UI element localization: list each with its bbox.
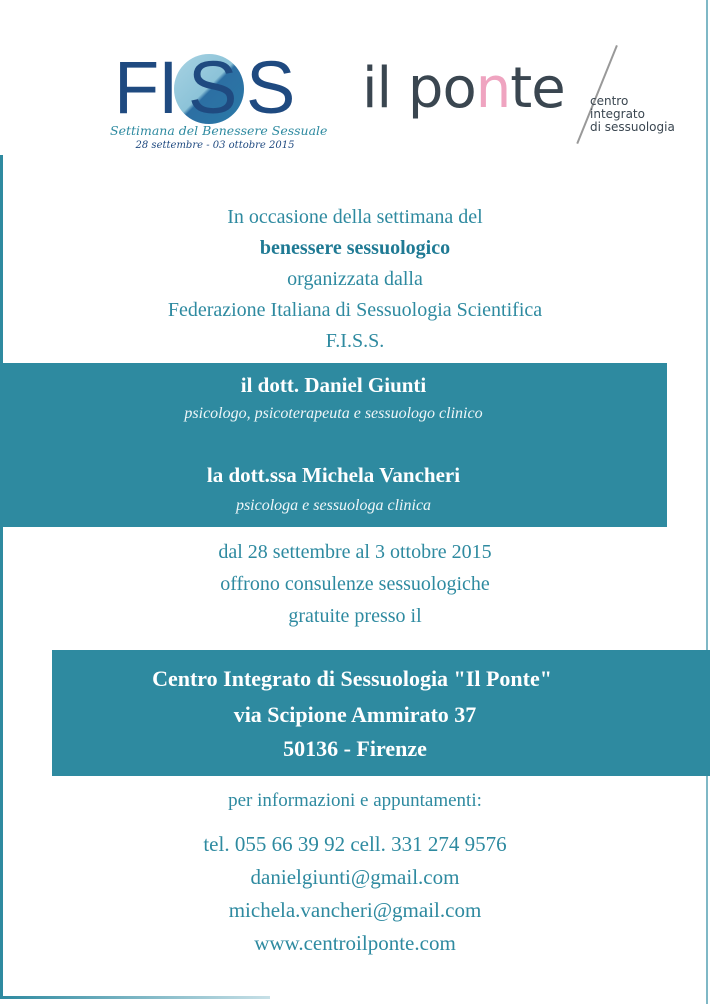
venue-name: Centro Integrato di Sessuologia "Il Ponte": [152, 666, 552, 691]
organization-name: Federazione Italiana di Sessuologia Scientifica: [167, 299, 543, 321]
email-link[interactable]: danielgiunti@gmail.com: [250, 865, 460, 889]
contacts-block: [0, 828, 710, 960]
ponte-word-accent: n: [475, 56, 511, 121]
venue-street: via Scipione Ammirato 37: [233, 702, 477, 727]
contacts-heading: per informazioni e appuntamenti:: [228, 790, 482, 811]
ponte-tagline-line: integrato: [590, 107, 645, 121]
website-link[interactable]: www.centroilponte.com: [254, 931, 456, 955]
ponte-word-prefix: il po: [362, 56, 476, 121]
ponte-word-suffix: te: [510, 56, 565, 121]
phone-numbers: tel. 055 66 39 92 cell. 331 274 9576: [203, 832, 507, 856]
professional-role: psicologo, psicoterapeuta e sessuologo clinico: [184, 405, 483, 422]
fiss-letter-f: F: [114, 46, 160, 129]
venue-city: 50136 - Firenze: [283, 736, 427, 761]
professional-role: psicologa e sessuologa clinica: [235, 497, 432, 514]
fiss-letter-s2: S: [246, 46, 296, 129]
organization-acronym: F.I.S.S.: [325, 330, 385, 352]
intro-highlight: benessere sessuologico: [259, 237, 451, 259]
frame-bottom-border: [0, 996, 270, 999]
fiss-letter-s1: S: [188, 46, 238, 129]
fiss-letter-i: I: [158, 46, 179, 129]
professional-name: la dott.ssa Michela Vancheri: [206, 463, 461, 487]
email-link[interactable]: michela.vancheri@gmail.com: [228, 898, 482, 922]
fiss-logo: [110, 46, 328, 158]
intro-text: [0, 202, 710, 357]
professionals-band: [0, 363, 667, 527]
il-ponte-logo: [360, 45, 690, 145]
ponte-tagline-line: di sessuologia: [590, 120, 675, 134]
ponte-tagline-line: centro: [590, 94, 629, 108]
offer-dates: dal 28 settembre al 3 ottobre 2015: [218, 541, 492, 563]
il-ponte-wordmark: [362, 56, 565, 121]
intro-line: organizzata dalla: [287, 268, 423, 290]
venue-band: [52, 650, 710, 776]
intro-line: In occasione della settimana del: [227, 206, 483, 228]
fiss-subtitle: Settimana del Benessere Sessuale: [110, 123, 328, 138]
offer-text: [0, 536, 710, 632]
offer-line: offrono consulenze sessuologiche: [220, 573, 490, 595]
professional-name: il dott. Daniel Giunti: [240, 373, 427, 397]
offer-line: gratuite presso il: [288, 605, 422, 627]
fiss-dates: 28 settembre - 03 ottobre 2015: [135, 140, 295, 151]
ponte-tagline: [590, 95, 675, 134]
